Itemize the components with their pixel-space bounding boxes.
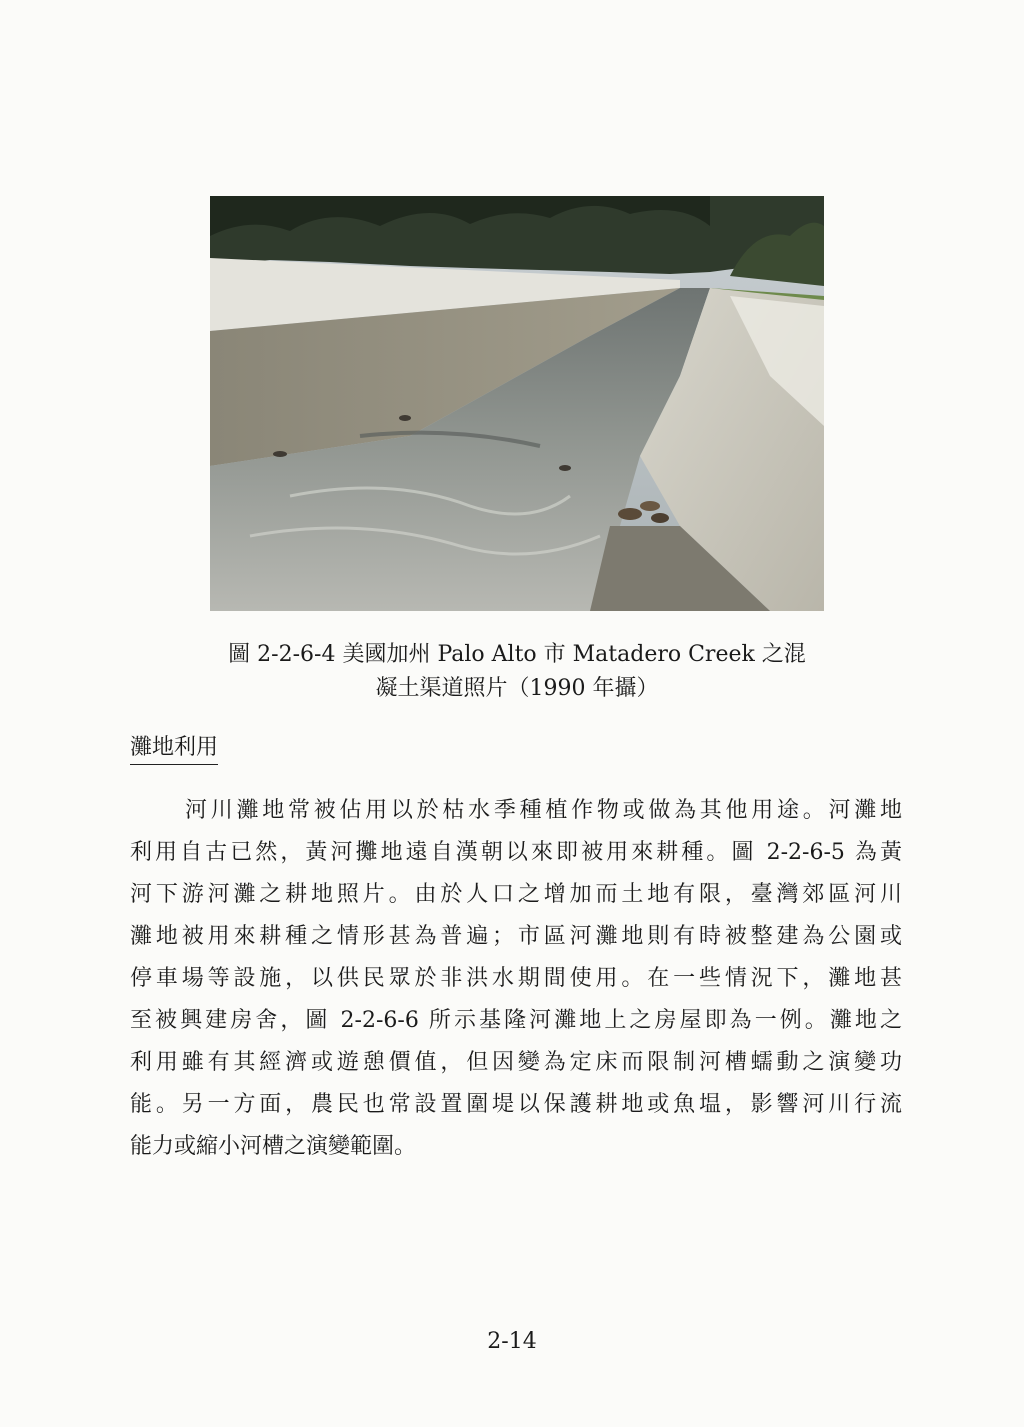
figure-caption-line-2: 凝土渠道照片（1990 年攝） bbox=[375, 676, 659, 701]
paragraph-line: 河川灘地常被佔用以於枯水季種植作物或做為其他用途。河灘地 bbox=[185, 798, 902, 823]
paragraph-line: 停車場等設施，以供民眾於非洪水期間使用。在一些情況下，灘地甚 bbox=[130, 966, 902, 991]
figure-photo-concrete-channel bbox=[210, 196, 824, 611]
photo-illustration bbox=[210, 196, 824, 611]
paragraph-line: 利用自古已然，黃河攤地遠自漢朝以來即被用來耕種。圖 2-2-6-5 為黃 bbox=[130, 840, 902, 865]
page-number: 2-14 bbox=[487, 1329, 537, 1354]
body-paragraph bbox=[130, 790, 902, 1168]
paragraph-line: 河下游河灘之耕地照片。由於人口之增加而土地有限，臺灣郊區河川 bbox=[130, 882, 902, 907]
section-heading: 灘地利用 bbox=[130, 733, 218, 765]
paragraph-line: 能力或縮小河槽之演變範圍。 bbox=[130, 1134, 417, 1159]
paragraph-line: 能。另一方面，農民也常設置圍堤以保護耕地或魚塭，影響河川行流 bbox=[130, 1092, 902, 1117]
paragraph-line: 灘地被用來耕種之情形甚為普遍；市區河灘地則有時被整建為公園或 bbox=[130, 924, 902, 949]
figure-caption bbox=[200, 638, 834, 706]
paragraph-line: 利用雖有其經濟或遊憩價值，但因變為定床而限制河槽蠕動之演變功 bbox=[130, 1050, 902, 1075]
paragraph-line: 至被興建房舍，圖 2-2-6-6 所示基隆河灘地上之房屋即為一例。灘地之 bbox=[130, 1008, 902, 1033]
figure-caption-line-1: 圖 2-2-6-4 美國加州 Palo Alto 市 Matadero Creek 之混 bbox=[228, 642, 806, 667]
